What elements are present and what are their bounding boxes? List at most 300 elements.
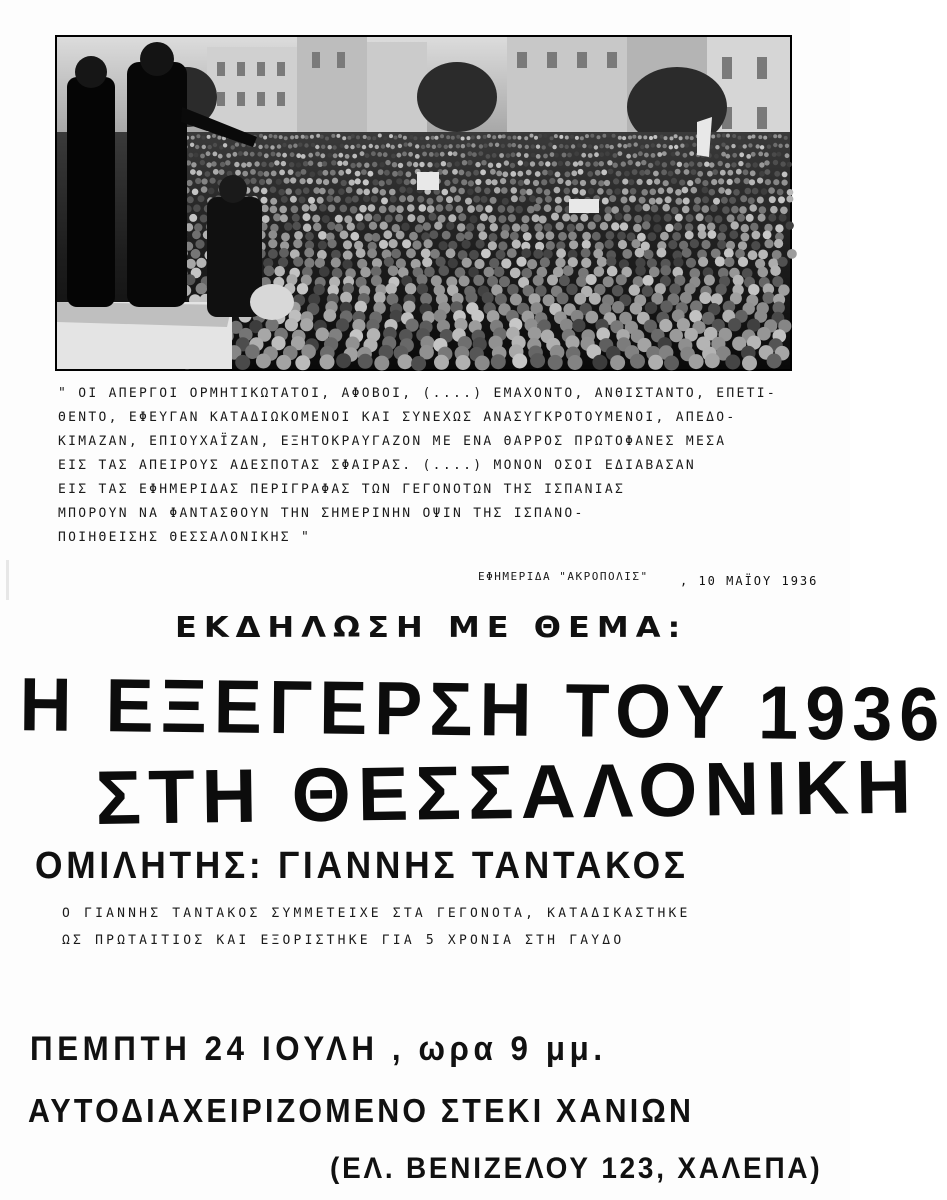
crowd-head (529, 195, 536, 202)
crowd-head (322, 161, 327, 166)
crowd-head (415, 224, 423, 232)
crowd-head (574, 293, 586, 305)
crowd-head (657, 144, 661, 148)
crowd-head (399, 186, 406, 193)
crowd-head (717, 232, 726, 241)
crowd-head (490, 197, 497, 204)
crowd-head (288, 169, 294, 175)
crowd-head (562, 214, 570, 222)
crowd-head (696, 213, 704, 221)
crowd-head (733, 189, 740, 196)
crowd-head (406, 248, 416, 258)
crowd-head (618, 240, 627, 249)
crowd-head (392, 162, 397, 167)
crowd-head (434, 222, 442, 230)
crowd-head (581, 258, 591, 268)
crowd-head (363, 179, 369, 185)
crowd-head (664, 214, 672, 222)
crowd-head (440, 134, 444, 138)
crowd-head (270, 206, 278, 214)
crowd-head (261, 162, 266, 167)
crowd-head (186, 180, 192, 186)
crowd-head (190, 169, 196, 175)
crowd-head (539, 216, 547, 224)
crowd-head (522, 268, 533, 279)
crowd-head (358, 354, 373, 369)
crowd-head (739, 152, 744, 157)
crowd-head (482, 292, 494, 304)
crowd-head (378, 134, 382, 138)
crowd-head (305, 232, 314, 241)
crowd-head (603, 276, 614, 287)
crowd-head (282, 143, 286, 147)
crowd-head (469, 250, 479, 260)
crowd-head (534, 223, 542, 231)
crowd-head (724, 257, 734, 267)
crowd-head (413, 136, 417, 140)
crowd-head (622, 188, 629, 195)
crowd-head (498, 205, 506, 213)
crowd-head (363, 189, 370, 196)
crowd-head (634, 142, 638, 146)
crowd-head (410, 179, 416, 185)
crowd-head (277, 144, 281, 148)
crowd-head (501, 187, 508, 194)
crowd-head (777, 189, 784, 196)
crowd-head (779, 214, 787, 222)
crowd-head (714, 154, 719, 159)
crowd-head (476, 239, 485, 248)
crowd-head (186, 259, 196, 269)
crowd-head (192, 230, 201, 239)
crowd-head (512, 223, 520, 231)
crowd-head (558, 232, 567, 241)
crowd-head (315, 145, 319, 149)
crowd-head (533, 275, 544, 286)
crowd-head (668, 240, 677, 249)
crowd-head (290, 196, 297, 203)
crowd-head (417, 215, 425, 223)
crowd-head (764, 239, 773, 248)
crowd-head (758, 152, 763, 157)
crowd-head (626, 154, 631, 159)
crowd-head (714, 215, 722, 223)
crowd-head (480, 213, 488, 221)
crowd-head (213, 169, 219, 175)
crowd-head (398, 163, 403, 168)
crowd-head (748, 197, 755, 204)
crowd-head (598, 180, 604, 186)
crowd-head (424, 239, 433, 248)
crowd-head (303, 224, 311, 232)
crowd-head (567, 153, 572, 158)
crowd-head (499, 153, 504, 158)
crowd-head (610, 355, 625, 370)
crowd-head (686, 214, 694, 222)
crowd-head (371, 196, 378, 203)
crowd-head (588, 153, 593, 158)
crowd-head (724, 248, 734, 258)
crowd-head (194, 153, 199, 158)
crowd-head (404, 142, 408, 146)
crowd-head (720, 170, 726, 176)
paper-punch-mark (6, 560, 19, 600)
crowd-head (384, 170, 390, 176)
crowd-head (290, 152, 295, 157)
crowd-head (316, 134, 320, 138)
crowd-head (698, 257, 708, 267)
crowd-head (594, 266, 605, 277)
crowd-head (468, 180, 474, 186)
crowd-head (508, 214, 516, 222)
crowd-head (303, 187, 310, 194)
crowd-head (555, 258, 565, 268)
crowd-head (446, 135, 450, 139)
crowd-head (261, 205, 269, 213)
crowd-head (617, 232, 626, 241)
crowd-photograph (55, 35, 792, 371)
crowd-head (592, 355, 607, 370)
crowd-head (606, 189, 613, 196)
crowd-head (238, 151, 243, 156)
crowd-head (407, 161, 412, 166)
crowd-head (296, 153, 301, 158)
crowd-head (210, 178, 216, 184)
crowd-head (731, 221, 739, 229)
crowd-head (380, 222, 388, 230)
crowd-head (352, 196, 359, 203)
crowd-head (697, 162, 702, 167)
crowd-head (279, 135, 283, 139)
crowd-head (722, 206, 730, 214)
crowd-head (295, 135, 299, 139)
crowd-head (705, 215, 713, 223)
crowd-head (580, 136, 584, 140)
crowd-head (270, 198, 277, 205)
crowd-head (341, 180, 347, 186)
crowd-head (390, 196, 397, 203)
crowd-head (434, 355, 449, 370)
quote-line: ΜΠΟΡΟΥΝ ΝΑ ΦΑΝΤΑΣΘΟΥΝ ΤΗΝ ΣΗΜΕΡΙΝΗΝ ΟΨΙΝ ΤΗΣ ΙΣΠΑΝΟ- (58, 506, 585, 521)
crowd-head (675, 198, 682, 205)
crowd-head (452, 169, 458, 175)
crowd-head (296, 162, 301, 167)
crowd-head (312, 215, 320, 223)
crowd-head (231, 145, 235, 149)
crowd-head (475, 179, 481, 185)
crowd-head (396, 178, 402, 184)
crowd-head (642, 221, 650, 229)
crowd-head (201, 186, 208, 193)
crowd-head (473, 170, 479, 176)
crowd-head (201, 136, 205, 140)
crowd-head (639, 170, 645, 176)
crowd-head (344, 215, 352, 223)
crowd-head (653, 224, 661, 232)
crowd-head (550, 152, 555, 157)
crowd-head (378, 169, 384, 175)
crowd-head (536, 187, 543, 194)
crowd-head (268, 230, 277, 239)
crowd-head (300, 178, 306, 184)
crowd-head (530, 161, 535, 166)
crowd-head (304, 143, 308, 147)
crowd-head (196, 134, 200, 138)
crowd-head (670, 136, 674, 140)
crowd-head (708, 230, 717, 239)
crowd-head (202, 178, 208, 184)
crowd-head (401, 223, 409, 231)
crowd-head (356, 135, 360, 139)
crowd-head (738, 136, 742, 140)
crowd-head (274, 266, 285, 277)
crowd-head (488, 241, 497, 250)
crowd-head (585, 311, 598, 324)
crowd-head (679, 136, 683, 140)
crowd-head (606, 134, 610, 138)
crowd-head (620, 222, 628, 230)
crowd-head (759, 206, 767, 214)
crowd-head (639, 197, 646, 204)
crowd-head (502, 171, 508, 177)
crowd-head (669, 283, 680, 294)
crowd-head (556, 222, 564, 230)
crowd-head (658, 188, 665, 195)
crowd-head (481, 160, 486, 165)
crowd-head (187, 196, 194, 203)
crowd-head (342, 136, 346, 140)
crowd-head (643, 275, 654, 286)
crowd-head (590, 179, 596, 185)
crowd-head (572, 188, 579, 195)
crowd-head (311, 143, 315, 147)
crowd-head (518, 144, 522, 148)
crowd-head (305, 135, 309, 139)
crowd-head (570, 214, 578, 222)
crowd-head (751, 152, 756, 157)
crowd-head (749, 204, 757, 212)
crowd-head (285, 188, 292, 195)
crowd-head (377, 152, 382, 157)
crowd-head (477, 135, 481, 139)
crowd-head (533, 204, 541, 212)
crowd-head (496, 250, 506, 260)
crowd-head (451, 136, 455, 140)
crowd-head (554, 153, 559, 158)
crowd-head (488, 163, 493, 168)
crowd-head (555, 197, 562, 204)
crowd-head (722, 134, 726, 138)
crowd-head (543, 134, 547, 138)
crowd-head (257, 152, 262, 157)
crowd-head (743, 144, 747, 148)
crowd-head (787, 162, 792, 167)
crowd-head (599, 161, 604, 166)
crowd-head (644, 153, 649, 158)
crowd-head (322, 215, 330, 223)
crowd-head (288, 144, 292, 148)
crowd-head (680, 144, 684, 148)
crowd-head (407, 204, 415, 212)
crowd-head (372, 136, 376, 140)
crowd-head (675, 214, 683, 222)
crowd-head (420, 136, 424, 140)
crowd-head (456, 135, 460, 139)
crowd-head (616, 171, 622, 177)
crowd-head (398, 144, 402, 148)
crowd-head (643, 135, 647, 139)
crowd-head (674, 134, 678, 138)
crowd-head (510, 268, 521, 279)
crowd-head (586, 274, 597, 285)
crowd-head (648, 163, 653, 168)
crowd-head (689, 161, 694, 166)
crowd-head (295, 171, 301, 177)
crowd-head (424, 267, 435, 278)
crowd-head (340, 144, 344, 148)
crowd-head (525, 145, 529, 149)
crowd-head (711, 179, 717, 185)
crowd-head (645, 144, 649, 148)
crowd-head (732, 153, 737, 158)
crowd-head (462, 258, 472, 268)
crowd-head (313, 223, 321, 231)
crowd-head (317, 170, 323, 176)
crowd-head (302, 204, 310, 212)
crowd-head (352, 154, 357, 159)
crowd-head (507, 136, 511, 140)
crowd-head (356, 248, 366, 258)
crowd-head (367, 248, 377, 258)
crowd-head (320, 153, 325, 158)
quote-line: ΠΟΙΗΘΕΙΣΗΣ ΘΕΣΣΑΛΟΝΙΚΗΣ " (58, 530, 312, 545)
crowd-head (641, 189, 648, 196)
crowd-head (627, 143, 631, 147)
crowd-head (542, 145, 546, 149)
crowd-head (510, 179, 516, 185)
crowd-head (507, 143, 511, 147)
crowd-head (524, 136, 528, 140)
crowd-head (297, 283, 308, 294)
crowd-head (531, 144, 535, 148)
crowd-head (635, 248, 645, 258)
crowd-head (622, 136, 626, 140)
crowd-head (768, 187, 775, 194)
crowd-head (570, 135, 574, 139)
crowd-head (562, 153, 567, 158)
crowd-head (273, 135, 277, 139)
crowd-head (338, 153, 343, 158)
crowd-head (655, 160, 660, 165)
crowd-head (389, 189, 396, 196)
crowd-head (638, 151, 643, 156)
crowd-head (510, 232, 519, 241)
crowd-head (727, 170, 733, 176)
crowd-head (446, 248, 456, 258)
crowd-head (763, 231, 772, 240)
crowd-head (195, 240, 204, 249)
crowd-head (268, 249, 278, 259)
crowd-head (689, 151, 694, 156)
crowd-head (327, 153, 332, 158)
crowd-head (323, 170, 329, 176)
crowd-head (670, 160, 675, 165)
crowd-head (293, 222, 301, 230)
crowd-head (750, 223, 758, 231)
crowd-head (582, 144, 586, 148)
crowd-head (618, 151, 623, 156)
crowd-head (498, 135, 502, 139)
crowd-head (190, 143, 194, 147)
crowd-head (254, 161, 259, 166)
crowd-head (604, 213, 612, 221)
crowd-head (235, 170, 241, 176)
crowd-head (541, 179, 547, 185)
crowd-head (602, 198, 609, 205)
event-address: (ΕΛ. ΒΕΝΙΖΕΛΟΥ 123, ΧΑΛΕΠΑ) (330, 1152, 823, 1185)
crowd-head (599, 144, 603, 148)
crowd-head (408, 142, 412, 146)
crowd-head (344, 145, 348, 149)
crowd-head (736, 169, 742, 175)
crowd-head (219, 145, 223, 149)
crowd-head (439, 265, 450, 276)
crowd-head (455, 161, 460, 166)
crowd-head (602, 134, 606, 138)
crowd-head (704, 162, 709, 167)
crowd-head (343, 250, 353, 260)
crowd-head (664, 136, 668, 140)
crowd-head (606, 256, 616, 266)
crowd-head (605, 240, 614, 249)
crowd-head (392, 171, 398, 177)
crowd-head (379, 206, 387, 214)
crowd-head (707, 223, 715, 231)
crowd-head (546, 231, 555, 240)
crowd-head (566, 284, 577, 295)
crowd-head (557, 178, 563, 184)
crowd-head (422, 152, 427, 157)
crowd-head (734, 178, 740, 184)
crowd-head (748, 284, 759, 295)
crowd-head (675, 151, 680, 156)
crowd-head (511, 152, 516, 157)
crowd-head (381, 144, 385, 148)
crowd-head (332, 178, 338, 184)
crowd-head (725, 163, 730, 168)
crowd-head (490, 169, 496, 175)
crowd-head (193, 204, 201, 212)
crowd-head (595, 170, 601, 176)
crowd-head (317, 197, 324, 204)
crowd-head (654, 179, 660, 185)
crowd-head (548, 355, 563, 370)
crowd-head (742, 356, 757, 371)
crowd-head (356, 188, 363, 195)
crowd-head (189, 153, 194, 158)
crowd-head (351, 134, 355, 138)
crowd-head (665, 224, 673, 232)
crowd-head (488, 215, 496, 223)
crowd-photograph-image (57, 37, 790, 369)
event-title-line-1: Η ΕΞΕΓΕΡΣΗ ΤΟΥ 1936 (19, 663, 947, 758)
crowd-head (408, 152, 413, 157)
crowd-head (677, 162, 682, 167)
crowd-head (489, 233, 498, 242)
crowd-head (628, 179, 634, 185)
crowd-head (491, 354, 506, 369)
crowd-head (702, 205, 710, 213)
